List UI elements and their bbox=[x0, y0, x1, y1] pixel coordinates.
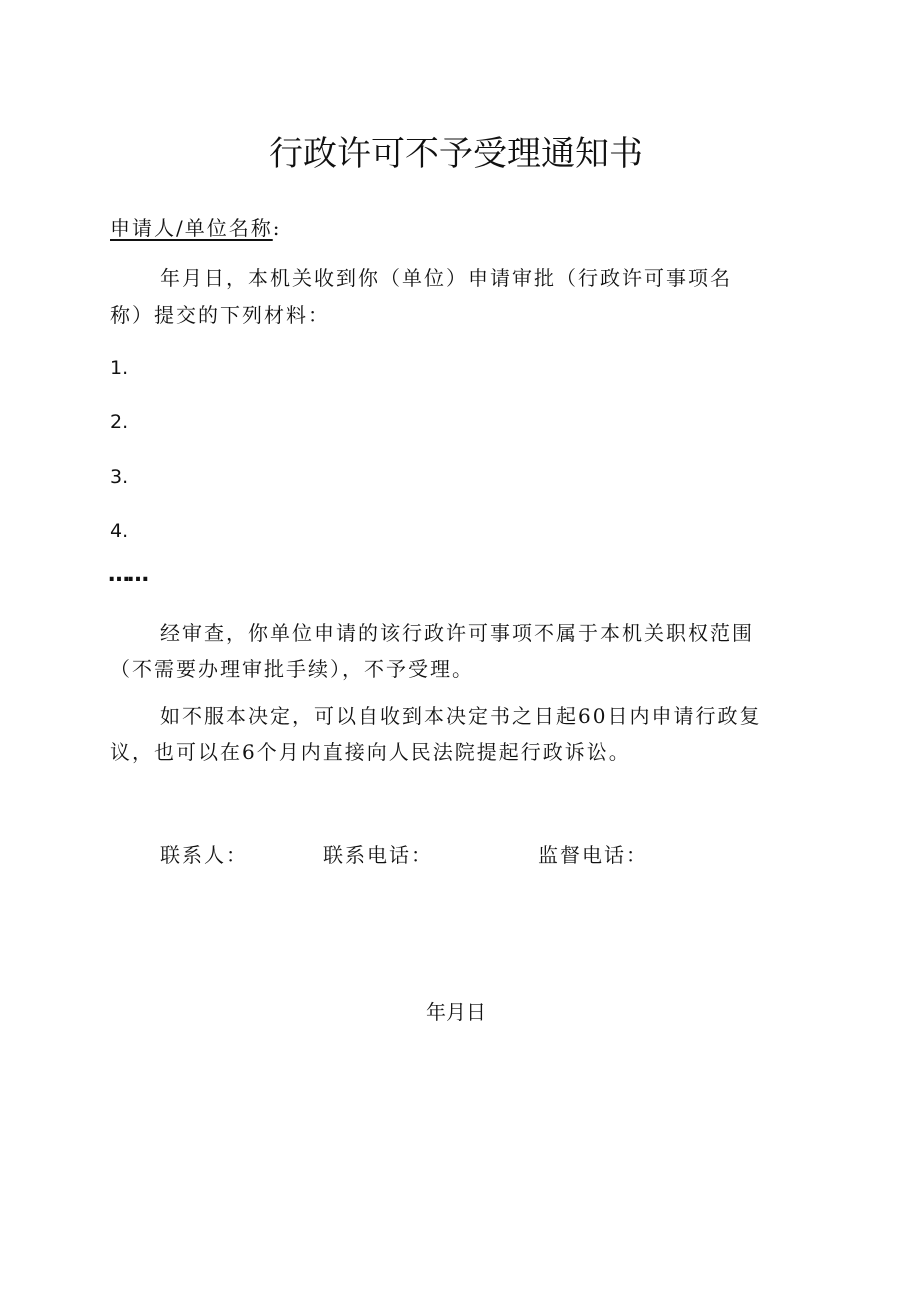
supervision-phone-label: 监督电话： bbox=[538, 843, 648, 867]
paragraph-1-line-2: 称）提交的下列材料： bbox=[110, 303, 330, 327]
footer-date: 年月日 bbox=[426, 1000, 486, 1024]
paragraph-3-line-2: 议，也可以在6个月内直接向人民法院提起行政诉讼。 bbox=[110, 740, 631, 764]
applicant-label: 申请人/单位名称 bbox=[110, 216, 273, 240]
material-item-4: 4. bbox=[110, 520, 129, 542]
contact-phone-label: 联系电话： bbox=[323, 843, 433, 867]
material-ellipsis: …… bbox=[108, 562, 146, 587]
material-item-2: 2. bbox=[110, 411, 129, 433]
document-title: 行政许可不予受理通知书 bbox=[269, 134, 643, 174]
material-item-3: 3. bbox=[110, 466, 129, 488]
applicant-line bbox=[110, 212, 282, 241]
paragraph-2-line-1: 经审查，你单位申请的该行政许可事项不属于本机关职权范围 bbox=[160, 621, 754, 645]
paragraph-1-line-1: 年月日，本机关收到你（单位）申请审批（行政许可事项名 bbox=[160, 266, 732, 290]
paragraph-3-line-1: 如不服本决定，可以自收到本决定书之日起60日内申请行政复 bbox=[160, 704, 762, 728]
applicant-colon: : bbox=[272, 216, 282, 240]
material-item-1: 1. bbox=[110, 357, 129, 379]
paragraph-2-line-2: （不需要办理审批手续），不予受理。 bbox=[110, 657, 474, 681]
contact-person-label: 联系人： bbox=[160, 843, 248, 867]
